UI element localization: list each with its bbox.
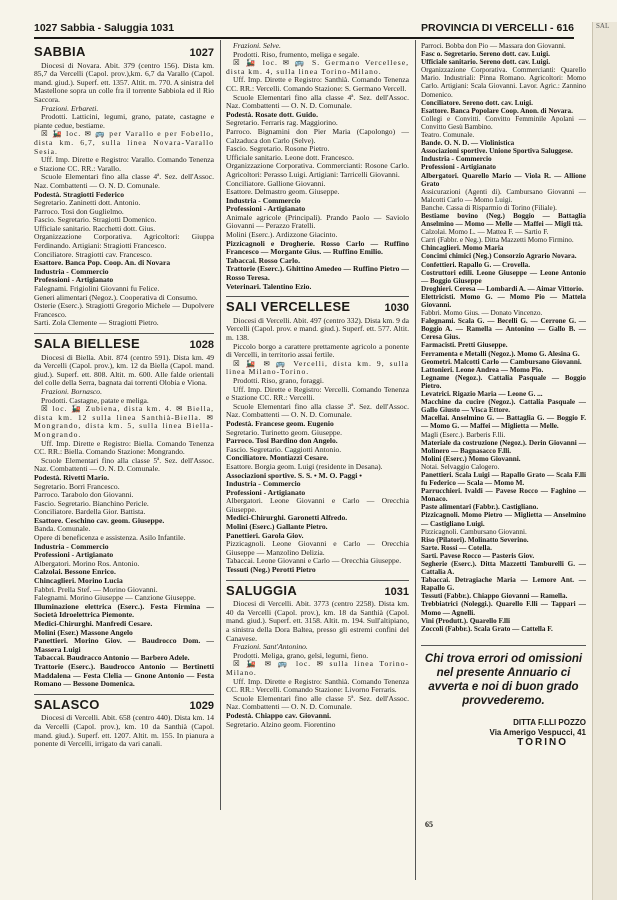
list-item: Teatro. Comunale. [421, 131, 475, 140]
list-item: Fabbri. Momo Gius. — Donato Vincenzo. [421, 309, 543, 318]
segretario: Segretario. Turinetto geom. Giuseppe. [226, 427, 343, 437]
intro: Diocesi di Novara. Abit. 379 (centro 156). Dista km. 85,7 da Vercelli (Capol. prov.),km. 6,7 da Varallo (Capol. mand. giud.). Superf. ett. 1357. Altit. m. 770. A sinistra del Mastellone sopra un colle fra il torrente Sabbiola ed il Rio Saccora. [34, 60, 214, 104]
advertisement [421, 718, 586, 748]
municipality-header [226, 299, 409, 315]
list-item: Materiale da costruzione (Negoz.). Derin Giovanni — Molinero — Bagnasacco F.lli. [421, 438, 586, 455]
column-3 [421, 42, 586, 892]
fascio: Fascio. Segretario. Rosone Pietro. [226, 144, 330, 154]
list-item: Panettieri. Garola Giov. [226, 530, 304, 540]
list-item: Tabaccai. Rosso Carlo. [226, 255, 300, 265]
organizzazione: Organizzazione Corporativa. Agricoltori: Giuppa Ferdinando. Artigiani: Stragiotti Francesco. [34, 232, 214, 251]
list-item: Calzolai. Momo L. — Mattea F. — Sartio F. [421, 228, 549, 237]
stations: ☒ 🚂 ✉ 🚌 Vercelli, dista km. 9, sulla linea Milano-Torino. [226, 358, 409, 377]
list-item: Osterie (Eserc.). Stragiotti Gregorio Michele — Dupolvere Francesco. [34, 301, 214, 319]
list-item: Falegnami. Scala G. — Becelli G. — Cerrone G. — Boggio A. — Ramella — Antonino — Gallo B. — Ceresa Gius. [421, 317, 586, 342]
stations: ☒ 🚂 loc. ✉ 🚌 S. Germano Vercellese, dista km. 4, sulla linea Torino-Milano. [226, 58, 409, 76]
municipality-name: SALA BIELLESE [34, 336, 140, 351]
segretario: Segretario. Alzino geom. Fiorentino [226, 719, 336, 729]
list-item: Lattonieri. Leone Andrea — Momo Pio. [421, 365, 544, 374]
scuole: Scuole Elementari fino alle classe 5ª. Sez. dell'Assoc. Naz. Combattenti — O. N. D. Comunale. [226, 693, 409, 712]
list-item: Costruttori edili. Leone Giuseppe — Leone Antonio — Boggio Giuseppe [421, 268, 586, 285]
stations: ☒ loc. 🚂 Zubiena, dista km. 4. ✉ Biella, dista km. 12 sulla linea Santhià-Biella. ✉ Mongrando, dista km. 5, sulla linea Biella-Mongrando. [34, 404, 214, 439]
column-1 [34, 42, 214, 892]
list-item: Panettieri. Morino Giov. — Baudrocco Dom. — Massera Luigi [34, 636, 214, 654]
municipality-number: 1028 [189, 339, 214, 351]
scuole: Scuole Elementari fino alla classe 3ª. Sez. dell'Assoc. Naz. Combattenti — O. N. D. Comunale. [226, 401, 409, 420]
opere: Opere di beneficenza e assistenza. Asilo Infantile. [34, 533, 186, 543]
scuole: Scuole Elementari fino alla classe 4ª. Sez. dell'Assoc. Naz. Combattenti — O. N. D. Comunale. [34, 172, 214, 190]
esattore: Esattore. Borgia geom. Luigi (residente in Desana). [226, 461, 383, 471]
municipality-header [226, 582, 409, 598]
list-item: Collegi e Convitti. Convitto Femminile Apolani — Convitto Gesù Bambino. [421, 114, 586, 131]
list-item: Molini (Eserc.) Gallante Pietro. [226, 522, 328, 532]
ufficiale: Ufficiale sanitario. Leone dott. Francesco. [226, 152, 354, 162]
municipality-header [34, 336, 214, 351]
municipality-name: SALI VERCELLESE [226, 299, 351, 315]
list-item: Tessuti (Fabbr.). Chiappo Giovanni — Ramella. [421, 592, 568, 601]
list-item: Molini (Eserc.). Ardizzone Giacinto. [226, 230, 338, 240]
list-item: Macchine da cucire (Negoz.). Cattalia Pasquale — Gallo Giusto — Visca Ettore. [421, 398, 586, 415]
list-item: Parrucchieri. Ivaldi — Pavese Rocco — Faghino — Monaco. [421, 487, 586, 504]
parroco: Parroco. Tosi Bardino don Angelo. [226, 436, 338, 446]
section-title: Industria - Commercio [34, 266, 109, 276]
list-item: Esattore. Banca Popolare Coop. Anon. di Novara. [421, 106, 573, 115]
podesta: Podestà. Rivetti Mario. [34, 472, 110, 482]
segretario: Segretario. Zaninetti dott. Antonio. [34, 198, 141, 208]
list-item: Tabaccai. Detragiache Maria — Lemore Ant. — Rapallo G. [421, 576, 586, 593]
list-item: Vini (Produtt.). Quarello F.lli [421, 616, 511, 625]
list-item: Pizzicagnoli. Cambursano Giovanni. [421, 527, 527, 536]
conciliatore: Conciliatore. Gallione Giovanni. [226, 178, 326, 188]
list-item: Medici-Chirurghi. Manfredi Cesare. [34, 619, 153, 628]
intro: Diocesi di Biella. Abit. 874 (centro 591). Dista km. 49 da Vercelli (Capol. prov.), km. 12 da Biella (Capol. mand. giud.). Superf. ett. 808. Altit. m. 600. Alle falde orientali del colle della Serra, bagnata dai torrenti Olobia e Viona. [34, 352, 214, 388]
section-subtitle: Professioni - Artigianato [34, 275, 114, 285]
municipality-name: SALUGGIA [226, 582, 298, 598]
municipality-number: 1030 [384, 302, 409, 315]
prodotti: Prodotti. Castagne, patate e meliga. [41, 395, 149, 405]
divider [226, 296, 409, 297]
municipality-number: 1029 [189, 699, 214, 712]
errata-notice: Chi trova errori od omissioni nel presente Annuario ci avverta e noi di buon grado provvederemo. [421, 645, 586, 708]
divider [34, 694, 214, 695]
divider [226, 580, 409, 581]
stations: ☒ 🚂 ✉ 🚌 loc. ✉ sulla linea Torino-Milano. [226, 659, 409, 677]
conciliatore: Conciliatore. Montiazzi Cesare. [226, 453, 329, 463]
list-item: Riso (Pilatori). Molinatto Severino. [421, 535, 529, 544]
section-title: Industria - Commercio [226, 195, 301, 205]
uffici: Uff. Imp. Dirette e Registro: Varallo. Comando Tenenza e Stazione CC. RR.: Varallo. [34, 155, 214, 173]
frazioni: Frazioni. Bornasco. [41, 386, 102, 396]
adjacent-page-edge [592, 22, 617, 900]
list-item: Veterinari. Talentino Ezio. [226, 281, 312, 291]
edge-tab: SAL [596, 22, 610, 30]
prodotti: Prodotti. Latticini, legumi, grano, patate, castagne e piante cedue, bestiame. [34, 112, 214, 130]
podesta: Podestà. Stragiotti Federico [34, 189, 125, 199]
description: Piccolo borgo a carattere prettamente agricolo a ponente di Vercelli, in territorio assai fertile. [226, 341, 409, 360]
podesta: Podestà. Chiappo cav. Giovanni. [226, 710, 332, 720]
list-item: Banche. Cassa di Risparmio di Torino (Filiale). [421, 203, 557, 212]
list-item: Tessuti (Neg.) Perotti Pietro [226, 565, 316, 575]
list-item: Notai. Selvaggio Calogero. [421, 462, 500, 471]
prodotti: Prodotti. Riso, frumento, meliga e segale. [233, 49, 360, 59]
list-item: Bestiame bovino (Neg.) Boggio — Battaglia Anselmino — Momo — Melle — Maffei — Migli ttà. [421, 211, 586, 229]
esattore: Esattore. Ceschino cav. geom. Giuseppe. [34, 515, 165, 525]
list-item: Conciliatore. Sereno dott. cav. Luigi. [421, 98, 533, 107]
frazioni: Frazioni. Sant'Antonino. [233, 642, 308, 652]
list-item: Paste alimentari (Fabbr.). Castigliano. [421, 503, 539, 512]
municipality-header [34, 44, 214, 59]
list-item: Sarti. Zola Clemente — Stragiotti Pietro. [34, 318, 159, 328]
list-item: Chincaglieri. Momo Maria [421, 244, 504, 253]
list-item: Farmacisti. Pretti Giuseppe. [421, 341, 508, 350]
list-item: Tabaccai. Baudracco Antonio — Barbero Adele. [34, 653, 190, 663]
municipality-name: SALASCO [34, 696, 100, 712]
advert-address: Via Amerigo Vespucci, 41 [489, 727, 586, 737]
conciliatore: Conciliatore. Bardella Gior. Battista. [34, 507, 146, 517]
list-item: Falegnami. Morino Giuseppe — Canzione Giuseppe. [34, 593, 196, 603]
parroco: Parroco. Bignamini don Pier Maria (Capolongo) — Calzaduca don Carlo (Selve). [226, 126, 409, 145]
uffici: Uff. Imp. Dirette e Registro: Santhià. Comando Tenenza CC. RR.: Vercelli. Comando Stazione: S. Germano Vercell. [226, 75, 409, 93]
list-item: Fabbri. Prella Stef. — Morino Giovanni. [34, 584, 158, 594]
page-header [34, 21, 574, 39]
list-item: Molini (Eserc.) Momo Giovanni. [421, 454, 521, 463]
list-item: Elettricisti. Momo G. — Momo Pio — Mattela Giovanni. [421, 292, 586, 309]
list-item: Panettieri. Scala Luigi — Rapallo Grato — Scala F.lli fu Federico — Scala — Momo M. [421, 470, 586, 488]
column-rule [415, 40, 416, 880]
municipality-header [34, 696, 214, 712]
list-item: Confettieri. Rapallo G. — Crovella. [421, 260, 531, 269]
list-item: Ferramenta e Metalli (Negoz.). Momo G. Alesina G. [421, 349, 580, 358]
advert-company: DITTA F.LLI POZZO [513, 717, 586, 727]
list-item: Sarti. Pavese Rocco — Pasteris Giov. [421, 551, 535, 560]
list-item: Bande. O. N. D. — Violinistica [421, 139, 515, 148]
banda: Banda. Comunale. [34, 524, 91, 534]
scuole: Scuole Elementari fino alla classe 5ª. Sez. dell'Assoc. Naz. Combattenti — O. N. D. Comunale. [34, 455, 214, 474]
prodotti: Prodotti. Riso, grano, foraggi. [233, 375, 324, 385]
section-subtitle: Professioni - Artigianato [34, 550, 114, 560]
ufficiale: Ufficiale sanitario. Racchetti dott. Gius. [34, 223, 156, 233]
fascio: Fascio. Segretario. Bianchino Pericle. [34, 498, 149, 508]
list-item: Generi alimentari (Negoz.). Cooperativa di Consumo. [34, 292, 198, 302]
list-item: Trebbiatrici (Noleggi.). Quarello F.lli — Tappari — Momo — Agnelli. [421, 600, 586, 617]
fascio: Fascio. Segretario. Stragiotti Domenico. [34, 215, 157, 225]
section-subtitle: Professioni - Artigianato [226, 487, 306, 497]
scuole: Scuole Elementari fino alla classe 4ª. Sez. dell'Assoc. Naz. Combattenti — O. N. D. Comunale. [226, 92, 409, 111]
section-title: Industria - Commercio [226, 479, 301, 489]
section-subtitle: Professioni - Artigianato [226, 204, 306, 214]
segretario: Segretario. Borri Francesco. [34, 481, 120, 491]
list-item: Illuminazione elettrica (Eserc.). Festa Firmina — Società Idroelettrica Piemonte. [34, 601, 214, 620]
municipality-name: SABBIA [34, 44, 86, 59]
organizzazione: Organizzazione Corporativa. Commercianti: Rosone Carlo. Agricoltori: Perasso Luigi. Artigiani: Tarricelli Giovanni. [226, 161, 409, 179]
list-item: Tabaccai. Leone Giovanni e Carlo — Orecchia Giuseppe. [226, 556, 402, 566]
list-item: Concimi chimici (Neg.) Consorzio Agrario Novara. [421, 252, 577, 261]
section-title: Industria - Commercio [34, 541, 109, 551]
list-item: Trattorie (Eserc.). Ghittino Amedeo — Ruffino Pietro — Rosso Teresa. [226, 264, 409, 283]
segretario: Segretario. Ferraris rag. Maggiorino. [226, 118, 338, 128]
list-item: Fasc o. Segretario. Sereno dott. cav. Luigi. [421, 50, 550, 59]
list-item: Albergatori. Leone Giovanni e Carlo — Orecchia Giuseppe. [226, 496, 409, 514]
list-item: Magli (Eserc.). Barberis F.lli. [421, 430, 506, 439]
list-item: Legname (Negoz.). Cattalia Pasquale — Boggio Pietro. [421, 373, 586, 390]
fascio: Fascio. Segretario. Caggiotti Antonio. [226, 444, 342, 454]
column-2 [226, 42, 409, 892]
list-item: Pizzicagnoli. Leone Giovanni e Carlo — Orecchia Giuseppe — Manzolino Delizia. [226, 539, 409, 557]
intro: Diocesi di Vercelli. Abit. 3773 (centro 2258). Dista km. 40 da Vercelli (Capol. prov.), km. 18 da Santhià (Capol. mand. giud.). Superf. ett. 3158. Altit. m. 194. Sull'altipiano, a sinistra della Dora Baltea, presso gli estremi confini del Canavese. [226, 599, 409, 643]
podesta: Podestà. Rosate dott. Guido. [226, 109, 318, 119]
list-item: Chincaglieri. Morino Lucia [34, 576, 123, 586]
esattore: Esattore. Banca Pop. Coop. An. di Novara [34, 258, 171, 268]
header-right: PROVINCIA DI VERCELLI - 616 [420, 22, 574, 34]
list-item: Droghieri. Ceresa — Lombardi A. — Aimar Vittorio. [421, 284, 584, 293]
list-item: Molini (Eser.) Massone Angelo [34, 627, 133, 637]
list-item: Falegnami. Frigiolini Giovanni fu Felice. [34, 284, 160, 294]
list-item: Pizzicagnoli. Momo Pietro — Miglietta — Anselmino — Castigliano Luigi. [421, 511, 586, 528]
list-item: Trattorie (Eserc.). Baudrocco Antonio — Bertinetti Maddalena — Festa Clelia — Gnone Antonio — Festa Romano — Bessone Domenica. [34, 661, 214, 689]
list-item: Associazioni sportive. Unione Sportiva Saluggese. [421, 147, 573, 156]
esattore: Esattore. Delmastro geom. Giuseppe. [226, 187, 340, 197]
intro: Diocesi di Vercelli. Abit. 497 (centro 332). Dista km. 9 da Vercelli (Capol. prov. e mand. giud.). Superf. ett. 577. Altit. m. 138. [226, 315, 409, 342]
parroco: Parroco. Tosi don Guglielmo. [34, 206, 124, 216]
list-item: Organizzazione Corporativa. Commercianti: Quarello Mario. Industriali: Pinna Romano. Agricoltori: Momo Carlo. Artigiani: Scala Giovanni. Lavor. Agric.: Zannino Domenico. [421, 66, 586, 99]
uffici: Uff. Imp. Dirette e Registro: Vercelli. Comando Tenenza e Stazione CC. RR.: Vercelli. [226, 384, 409, 403]
list-item: Carri (Fabbr. e Neg.). Ditta Mazzetti Momo Firmino. [421, 236, 574, 245]
municipality-number: 1027 [189, 47, 214, 59]
list-item: Macellai. Anselmino G. — Battaglia G. — Boggio F. — Momo G. — Maffei — Miglietta — Melle. [421, 414, 586, 431]
associazioni: Associazioni sportive. S. S. • M. O. Paggi • [226, 470, 362, 480]
list-item: Zoccoli (Fabbr.). Scala Grato — Cattella F. [421, 624, 553, 633]
header-left: 1027 Sabbia - Saluggia 1031 [34, 22, 175, 34]
divider [34, 333, 214, 334]
section-title: Industria - Commercio [421, 155, 492, 164]
list-item: Albergatori. Morino Ros. Antonio. [34, 558, 140, 568]
intro: Diocesi di Vercelli. Abit. 658 (centro 440). Dista km. 14 da Vercelli (Capol. prov.), km. 10 da Santhià (Capol. mand. giud.). Superf. ett. 1207. Altit. m. 155. In pianura a ponente di Vercelli, irrigato da vari canali. [34, 713, 214, 749]
list-item: Geometri. Malcotti Carlo — Cambursano Giovanni. [421, 357, 582, 366]
podesta: Podestà. Francese geom. Eugenio [226, 418, 334, 428]
section-subtitle: Professioni - Artigianato [421, 163, 496, 172]
column-rule [220, 40, 221, 810]
frazioni: Frazioni. Selve. [233, 42, 281, 50]
conciliatore: Conciliatore. Stragiotti cav. Francesco. [34, 249, 153, 259]
list-item: Medici-Chirurghi. Garonetti Alfredo. [226, 513, 348, 523]
list-item: Animale agricole (Principali). Prando Paolo — Saviolo Giovanni — Perazzo Fratelli. [226, 212, 409, 231]
municipality-number: 1031 [384, 585, 409, 598]
parroco: Parroco. Tarabolo don Giovanni. [34, 490, 134, 500]
list-item: Albergatori. Quarello Mario — Viola R. — Allione Grato [421, 171, 586, 188]
footer-number: 65 [425, 820, 433, 829]
list-item: Ufficiale sanitario. Sereno dott. cav. Luigi. [421, 58, 551, 67]
list-item: Parroci. Bobba don Pio — Massara don Giovanni. [421, 42, 566, 50]
list-item: Assicurazioni (Agenti di). Cambursano Giovanni — Malcotti Carlo — Momo Luigi. [421, 187, 586, 204]
list-item: Levatrici. Rigazio Maria — Leone G. ... [421, 390, 543, 399]
advert-city: TORINO [517, 736, 568, 748]
uffici: Uff. Imp. Dirette e Registro: Santhià. Comando Tenenza CC. RR.: Vercelli. Comando Stazione: Livorno Ferraris. [226, 676, 409, 695]
stations: ☒ 🚂 loc. ✉ 🚌 per Varallo e per Fobello, dista km. 6,7, sulla linea Novara-Varallo Sesia. [34, 129, 214, 156]
uffici: Uff. Imp. Dirette e Registro: Biella. Comando Tenenza CC. RR.: Biella. Comando Stazione: Mongrando. [34, 438, 214, 457]
list-item: Segherie (Eserc.). Ditta Mazzetti Tamburelli G. — Cattalia A. [421, 560, 586, 577]
list-item: Sarte. Rossi — Cotella. [421, 543, 492, 552]
list-item: Calzolai. Bessone Enrico. [34, 567, 116, 577]
frazioni: Frazioni. Erbareti. [41, 103, 99, 113]
list-item: Pizzicagnoli e Drogherie. Rosso Carlo — Ruffino Francesco — Morgante Gius. — Ruffino Emilio. [226, 238, 409, 257]
prodotti: Prodotti. Meliga, grano, gelsi, legumi, fieno. [233, 650, 369, 660]
